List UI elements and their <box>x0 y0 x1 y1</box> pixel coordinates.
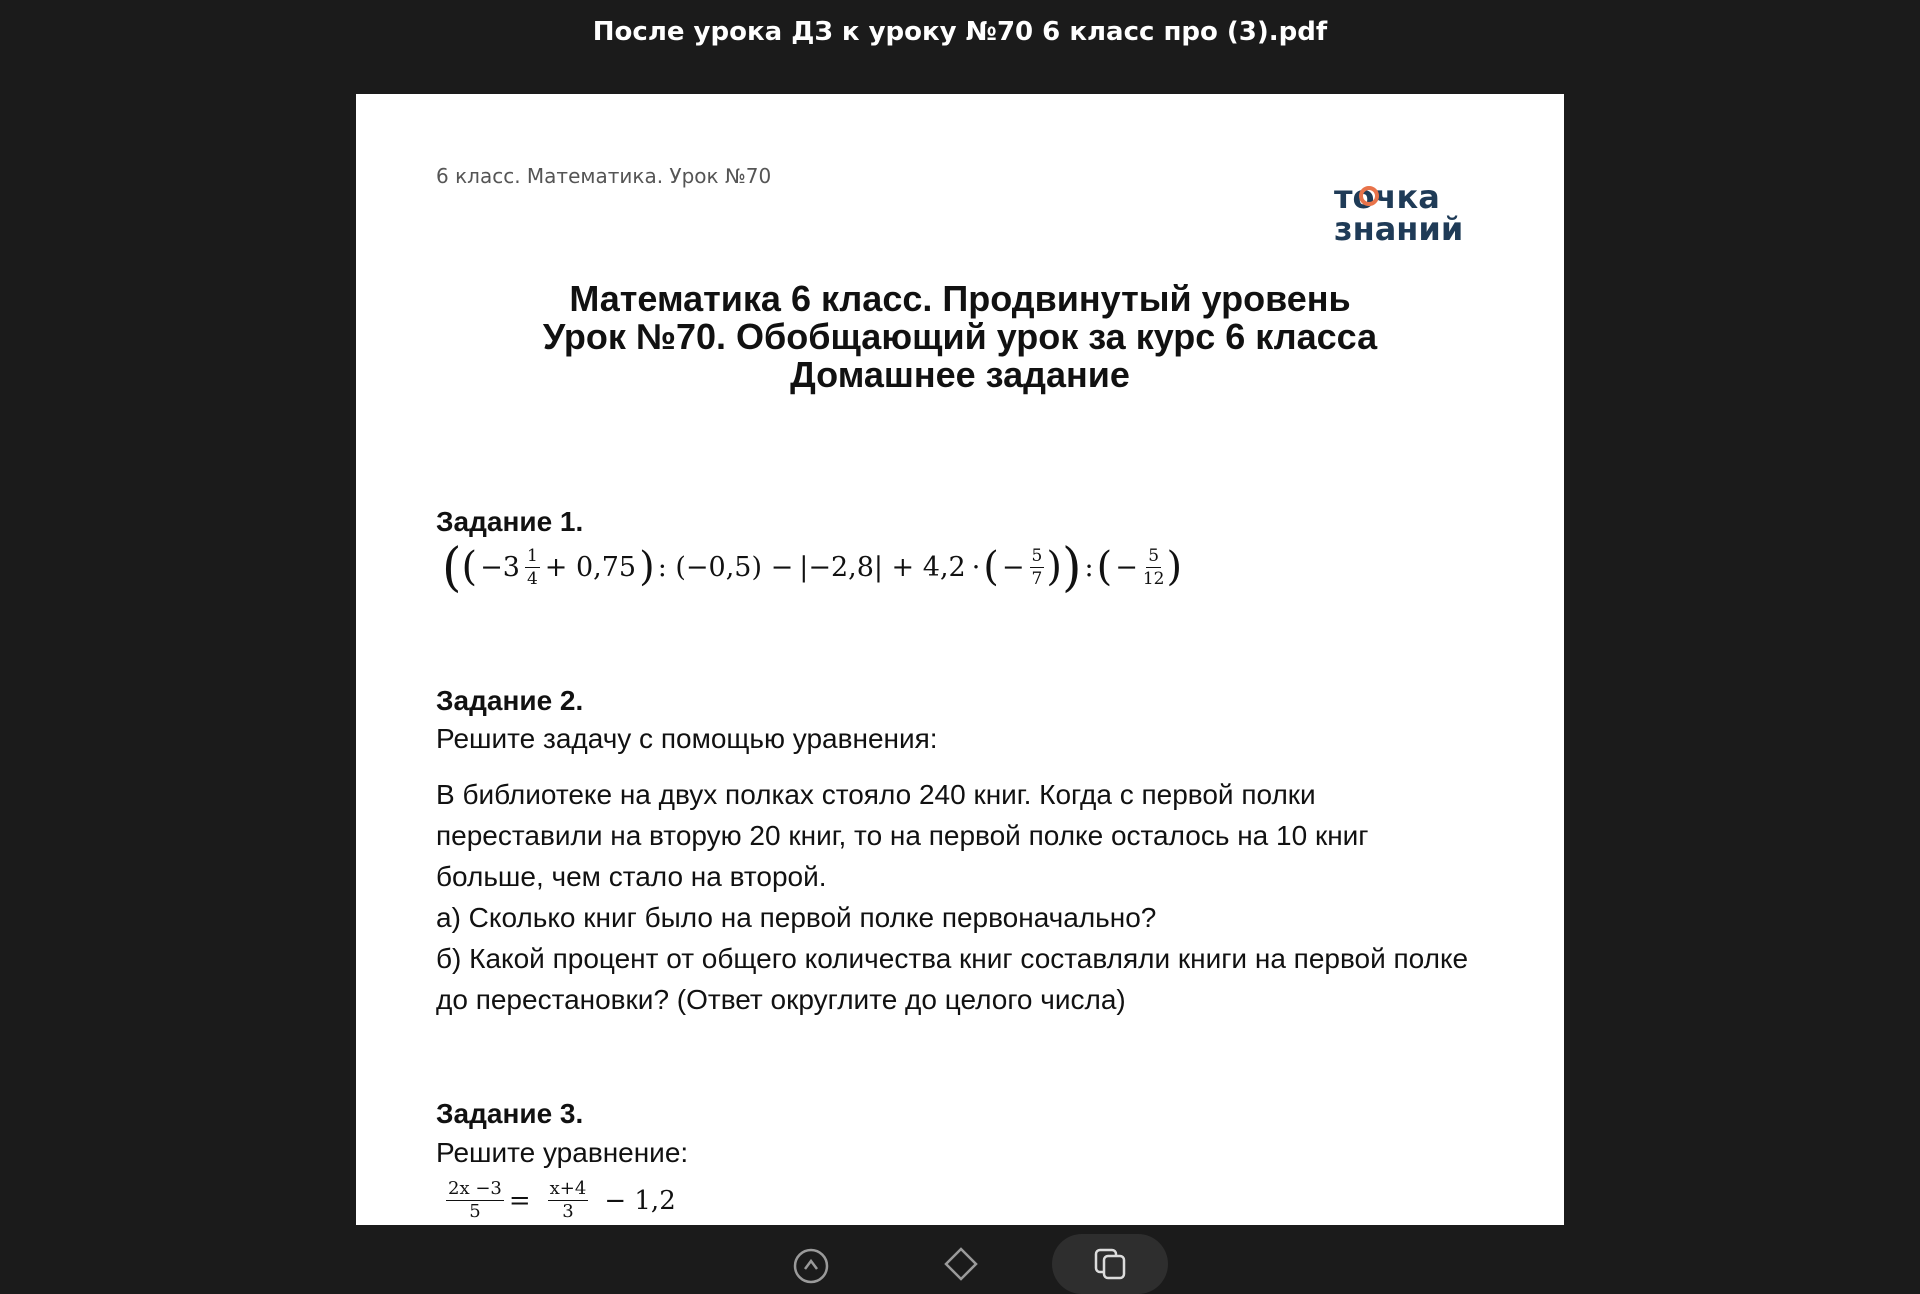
paren-close: ) <box>639 544 655 590</box>
equals-sign: = <box>508 1185 531 1216</box>
left-fraction <box>446 1180 504 1221</box>
fraction-denominator: 4 <box>526 568 538 589</box>
absolute-value-term: |−2,8| + 4,2 <box>799 551 966 583</box>
lesson-title <box>356 280 1564 394</box>
problem-line: до перестановки? (Ответ округлите до целого числа) <box>436 984 1126 1015</box>
tochka-znaniy-logo <box>1334 172 1494 252</box>
fraction-numerator: 5 <box>1148 545 1160 566</box>
title-line-3: Домашнее задание <box>790 354 1130 395</box>
problem-question-a: а) Сколько книг было на первой полке первоначально? <box>436 902 1157 933</box>
subtract-term: − 1,2 <box>604 1185 676 1216</box>
right-fraction <box>548 1180 589 1221</box>
fraction-denominator: 5 <box>469 1201 481 1222</box>
plus-term: + 0,75 <box>544 551 637 583</box>
bookmark-icon[interactable] <box>942 1247 980 1285</box>
logo-line2: знаний <box>1334 210 1464 248</box>
fraction-numerator: 2x −3 <box>448 1178 502 1199</box>
task1-heading: Задание 1. <box>436 506 584 537</box>
page-header-text: 6 класс. Математика. Урок №70 <box>436 164 772 188</box>
mixed-number-whole: −3 <box>480 551 520 583</box>
task3-equation <box>444 1180 679 1221</box>
paren-open: ( <box>461 544 478 590</box>
task2-intro: Решите задачу с помощью уравнения: <box>436 723 938 754</box>
paren-open: ( <box>983 544 999 590</box>
bottom-toolbar <box>0 1225 1920 1262</box>
task3-heading: Задание 3. <box>436 1098 584 1129</box>
fraction-numerator: 5 <box>1031 545 1043 566</box>
paren-close: ) <box>1046 544 1062 590</box>
problem-line: В библиотеке на двух полках стояло 240 книг. Когда с первой полки <box>436 779 1316 810</box>
fraction-numerator: x+4 <box>549 1178 587 1199</box>
minus-sign: − <box>1115 551 1138 583</box>
task2-heading: Задание 2. <box>436 685 584 716</box>
paren-close-outer: ) <box>1061 536 1082 598</box>
problem-question-b: б) Какой процент от общего количества книг составляли книги на первой полке <box>436 943 1469 974</box>
paren-open: ( <box>1096 544 1113 590</box>
minus-sign: − <box>1001 551 1025 583</box>
rotate-icon[interactable] <box>792 1247 830 1285</box>
pdf-page[interactable] <box>356 94 1564 1225</box>
title-line-2: Урок №70. Обобщающий урок за курс 6 класса <box>542 316 1378 357</box>
document-title: После урока ДЗ к уроку №70 6 класс про (3).pdf <box>592 17 1328 47</box>
task1-expression <box>442 536 1183 598</box>
copy-pages-icon <box>1092 1246 1128 1282</box>
task2-problem-text <box>436 774 1496 1020</box>
copy-pages-button[interactable] <box>1052 1234 1168 1294</box>
division-term: : (−0,5) − <box>657 551 794 583</box>
fraction-denominator: 12 <box>1142 568 1165 589</box>
fraction-one-quarter <box>525 547 540 588</box>
paren-close: ) <box>1166 544 1183 590</box>
colon-sign: : <box>1084 551 1094 583</box>
fraction-five-sevenths <box>1030 547 1045 588</box>
fraction-numerator: 1 <box>526 545 538 566</box>
logo-line1: точка <box>1334 178 1440 216</box>
fraction-denominator: 7 <box>1031 568 1043 589</box>
fraction-five-twelfths <box>1143 547 1165 588</box>
problem-line: больше, чем стало на второй. <box>436 861 827 892</box>
task3-intro: Решите уравнение: <box>436 1137 689 1168</box>
multiply-dot: · <box>971 551 981 583</box>
problem-line: переставили на вторую 20 книг, то на первой полке осталось на 10 книг <box>436 820 1369 851</box>
fraction-denominator: 3 <box>562 1201 574 1222</box>
paren-open-outer: ( <box>442 536 462 598</box>
title-line-1: Математика 6 класс. Продвинутый уровень <box>569 278 1351 319</box>
